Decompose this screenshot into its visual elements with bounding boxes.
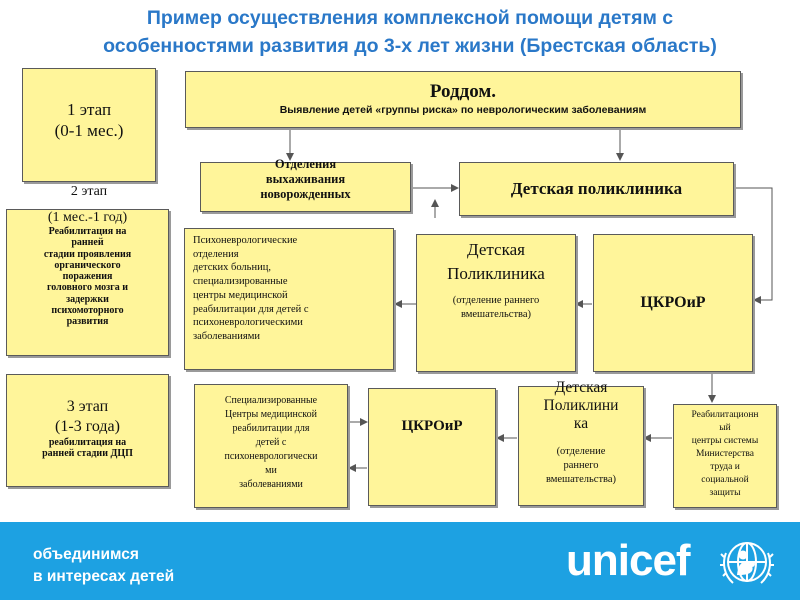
nursing-line-3: новорожденных — [260, 187, 351, 201]
stage-2-box — [6, 209, 169, 356]
stage-3-title: 3 этап — [66, 398, 109, 415]
stage-3-period: (1-3 года) — [55, 418, 120, 435]
stage-2-desc-2: ранней — [71, 237, 104, 249]
stage-2-desc-8: психомоторного — [51, 305, 124, 317]
psycho-line-5: центры медицинской — [193, 289, 288, 301]
polyclinic-mid-note-2: вмешательства) — [460, 309, 532, 320]
stage-3-desc-1: реабилитация на — [48, 437, 127, 448]
stage-2-title: 2 этап — [70, 184, 108, 199]
psycho-line-6: реабилитации для детей с — [193, 303, 309, 315]
polyclinic-mid-line-2: Поликлиника — [447, 264, 545, 283]
spec-line-3: реабилитации для — [232, 423, 310, 434]
polyclinic-mid-box — [416, 234, 576, 372]
polyclinic-mid-line-1: Детская — [467, 240, 525, 259]
maternity-title: Роддом. — [429, 81, 497, 102]
spec-line-2: Центры медицинской — [225, 409, 317, 420]
nursing-dept-box — [200, 157, 411, 212]
stage-2-desc-4: органического — [54, 259, 121, 271]
unicef-wordmark: unicef — [566, 536, 690, 585]
rehab-line-6: социальной — [701, 475, 749, 485]
psycho-line-3: детских больниц, — [193, 262, 271, 274]
footer-slogan — [33, 544, 174, 588]
nursing-line-1: Отделения — [274, 157, 337, 171]
psycho-line-1: Психоневрологические — [193, 235, 298, 246]
stage-1-box — [22, 68, 156, 182]
maternity-subtitle: Выявление детей «группы риска» по неврологическим заболеваниям — [279, 104, 647, 116]
stage-2-period: (1 мес.-1 год) — [47, 210, 128, 225]
spec-centers-box — [194, 384, 348, 508]
rehab-line-7: защиты — [709, 488, 741, 498]
spec-line-4: детей с — [255, 437, 287, 448]
psycho-line-4: специализированные — [193, 276, 288, 288]
rehab-line-3: центры системы — [691, 436, 759, 446]
rehab-line-4: Министерства — [696, 449, 754, 459]
stage-2-desc-1: Реабилитация на — [48, 226, 127, 237]
polyclinic-top-label: Детская поликлиника — [510, 179, 683, 198]
polyclinic-bottom-line-3: ка — [573, 415, 589, 432]
unicef-emblem-icon — [716, 531, 778, 593]
rehab-line-2: ый — [719, 423, 731, 433]
polyclinic-bottom-line-1: Детская — [554, 379, 608, 396]
ckroir-bottom-label: ЦКРОиР — [401, 418, 463, 434]
psycho-line-7: психоневрологическими — [193, 317, 303, 329]
polyclinic-mid-note-1: (отделение раннего — [452, 295, 540, 306]
spec-line-7: заболеваниями — [239, 479, 303, 490]
stage-3-box — [6, 374, 169, 487]
stage-2-desc-9: развития — [66, 316, 109, 328]
spec-line-1: Специализированные — [224, 395, 318, 406]
polyclinic-top-box — [459, 162, 734, 216]
rehab-line-1: Реабилитационн — [691, 410, 759, 420]
ckroir-bottom-box — [368, 388, 496, 506]
stage-2-desc-6: головного мозга и — [47, 282, 128, 294]
psycho-dept-box — [184, 228, 394, 370]
stage-2-desc-7: задержки — [66, 293, 109, 305]
polyclinic-bottom-note-3: вмешательства) — [545, 474, 617, 485]
maternity-box — [185, 71, 741, 128]
polyclinic-bottom-note-1: (отделение — [556, 446, 606, 457]
nursing-line-2: выхаживания — [265, 172, 346, 186]
stage-2-desc-3: стадии проявления — [43, 248, 132, 260]
psycho-line-2: отделения — [193, 248, 239, 260]
footer-banner — [0, 522, 800, 600]
stage-2-heading — [22, 184, 156, 200]
rehab-centers-box — [673, 404, 777, 508]
stage-3-desc-2: ранней стадии ДЦП — [42, 448, 133, 459]
ckroir-mid-box — [593, 234, 753, 372]
rehab-line-5: труда и — [710, 462, 740, 472]
stage-1-title: 1 этап — [66, 100, 112, 119]
spec-line-5: психоневрологически — [224, 451, 318, 462]
psycho-line-8: заболеваниями — [193, 330, 260, 342]
stage-1-period: (0-1 мес.) — [54, 121, 124, 140]
title-line-2: особенностями развития до 3-х лет жизни (Брестская область) — [103, 35, 717, 57]
polyclinic-bottom-line-2: Поликлини — [543, 397, 619, 414]
spec-line-6: ми — [265, 465, 277, 476]
stage-2-desc-5: поражения — [62, 271, 113, 283]
ckroir-mid-label: ЦКРОиР — [640, 294, 706, 311]
title-line-1: Пример осуществления комплексной помощи детям с — [146, 7, 674, 29]
polyclinic-bottom-box — [518, 379, 644, 506]
slogan-line-2: в интересах детей — [33, 568, 175, 585]
polyclinic-bottom-note-2: раннего — [563, 460, 599, 471]
slogan-line-1: объединимся — [33, 546, 139, 563]
